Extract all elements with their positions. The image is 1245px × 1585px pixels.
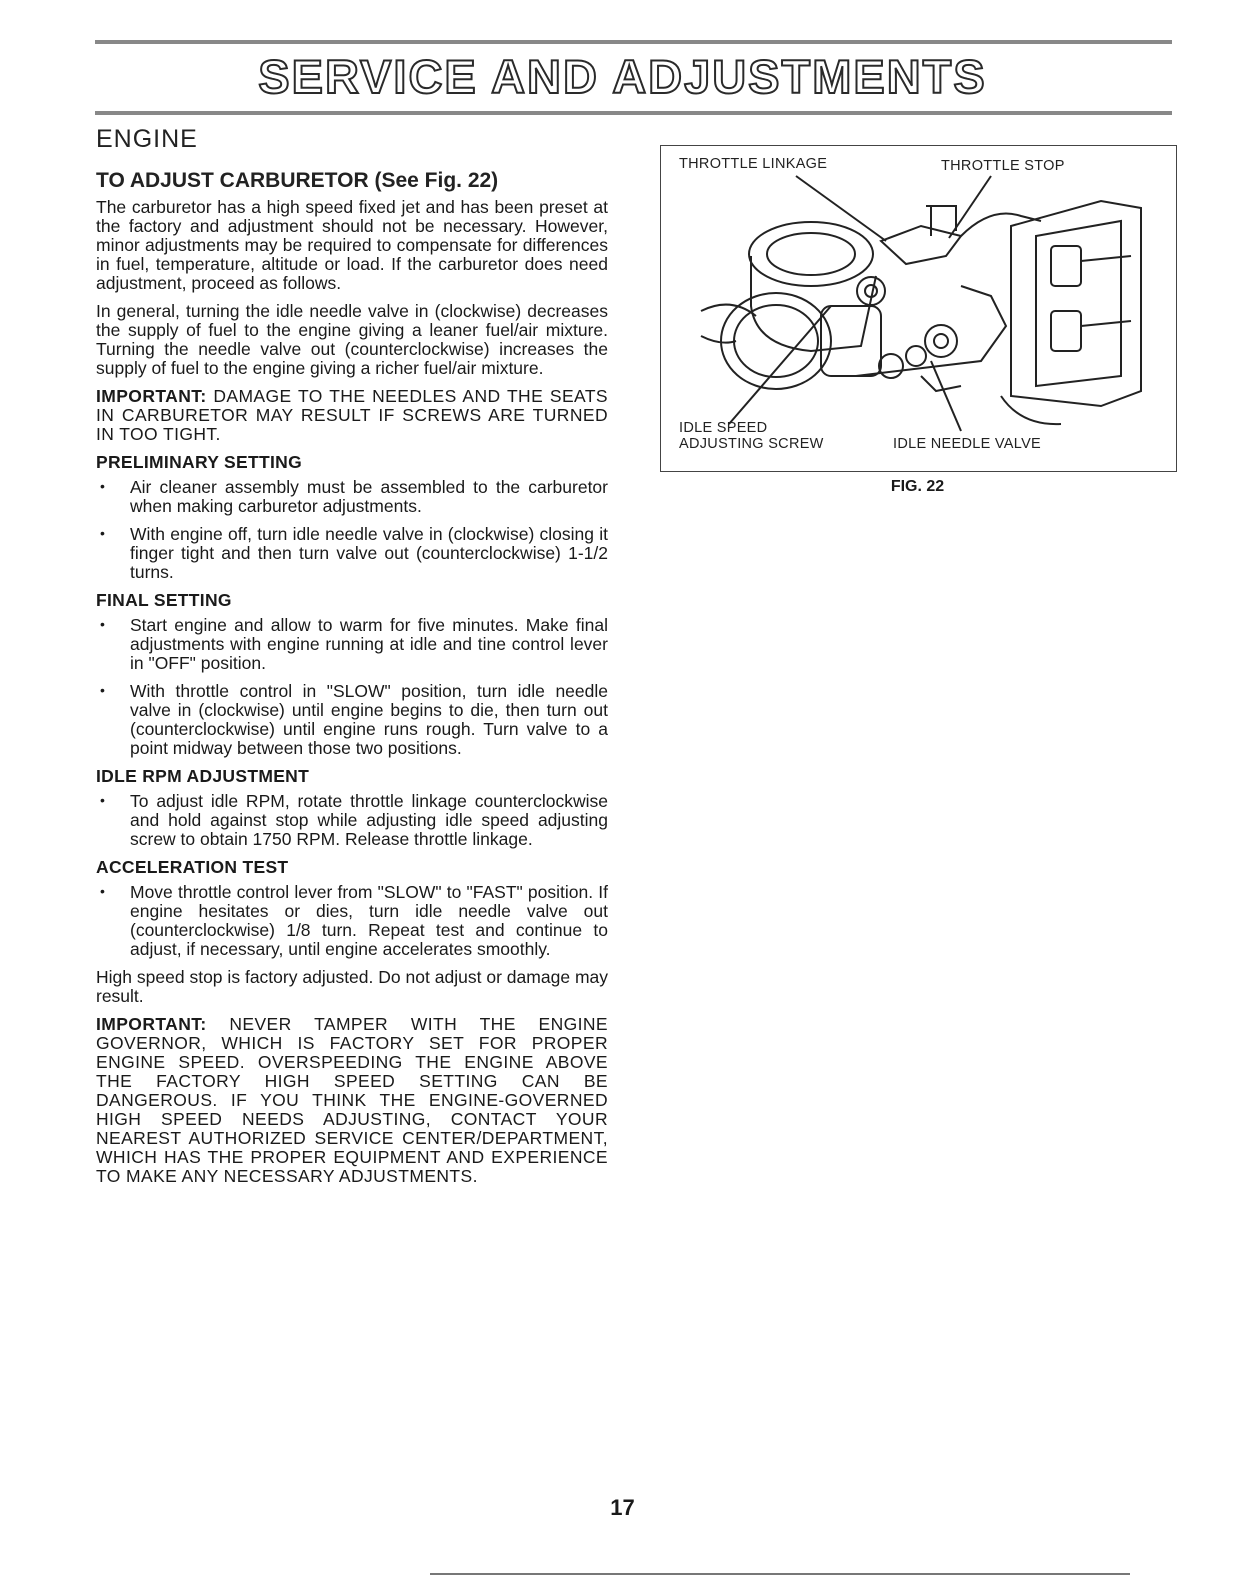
subsection-title: TO ADJUST CARBURETOR (See Fig. 22) xyxy=(96,169,499,192)
bullet-icon: • xyxy=(100,525,105,541)
final-setting-list xyxy=(96,616,608,758)
bottom-rule xyxy=(430,1573,1130,1575)
bullet-icon: • xyxy=(100,883,105,899)
important-notice-1 xyxy=(96,387,608,444)
figure-caption: FIG. 22 xyxy=(890,478,945,495)
idle-rpm-list xyxy=(96,792,608,849)
text-column xyxy=(96,125,609,1195)
carburetor-illustration xyxy=(661,146,1176,471)
acceleration-test-list xyxy=(96,883,608,959)
list-item: • To adjust idle RPM, rotate throttle linkage counterclockwise and hold against stop while adjusting idle speed adjusting screw to obtain 1750 RPM. Release throttle linkage. xyxy=(100,791,608,849)
idle-rpm-heading: IDLE RPM ADJUSTMENT xyxy=(96,766,310,786)
intro-paragraph: The carburetor has a high speed fixed jet and has been preset at the factory and adjustment should not be necessary. However, minor adjustments may be required to compensate for differences in fuel, temperature, altitude or load. If the carburetor does need adjustment, proceed as follows. xyxy=(96,197,608,293)
list-item: • With engine off, turn idle needle valve in (clockwise) closing it finger tight and then turn valve out (counterclockwise) 1-1/2 turns. xyxy=(100,524,608,582)
label-throttle-stop: THROTTLE STOP xyxy=(941,158,1065,174)
pivot-shape xyxy=(925,325,957,357)
fitting-shape xyxy=(1051,311,1081,351)
bullet-icon: • xyxy=(100,792,105,808)
throttle-linkage-part xyxy=(881,226,961,264)
label-idle-speed: IDLE SPEED xyxy=(679,420,768,436)
top-rule xyxy=(95,40,1172,44)
leader-line xyxy=(931,361,961,431)
title-underline-rule xyxy=(95,111,1172,115)
list-item: • Start engine and allow to warm for five minutes. Make final adjustments with engine running at idle and tine control lever in "OFF" position. xyxy=(100,615,608,673)
list-item: • Move throttle control lever from "SLOW" to "FAST" position. If engine hesitates or dies, turn idle needle valve out (counterclockwise) 1/8 turn. Repeat test and continue to adjust, if necessary, until engine accelerates smoothly. xyxy=(100,882,608,959)
important-text: NEVER TAMPER WITH THE ENGINE GOVERNOR, WHICH IS FACTORY SET FOR PROPER ENGINE SPEED. OVERSPEEDING THE ENGINE ABOVE THE FACTORY HIGH SPEED SETTING CAN BE DANGEROUS. IF YOU THINK THE ENGINE-GOVERNED HIGH SPEED NEEDS ADJUSTING, CONTACT YOUR NEAREST AUTHORIZED SERVICE CENTER/DEPARTMENT, WHICH HAS THE PROPER EQUIPMENT AND EXPERIENCE TO MAKE ANY NECESSARY ADJUSTMENTS. xyxy=(96,1014,609,1186)
acceleration-test-heading: ACCELERATION TEST xyxy=(96,857,289,877)
important-text: DAMAGE TO THE NEEDLES AND THE SEATS IN CARBURETOR MAY RESULT IF SCREWS ARE TURNED IN TOO TIGHT. xyxy=(96,386,608,444)
fitting-shape xyxy=(1051,246,1081,286)
air-horn-inner xyxy=(767,233,855,275)
label-throttle-linkage: THROTTLE LINKAGE xyxy=(679,156,828,172)
important-notice-2 xyxy=(96,1015,608,1186)
bullet-icon: • xyxy=(100,478,105,494)
section-title: ENGINE xyxy=(96,125,198,153)
bullet-icon: • xyxy=(100,616,105,632)
high-speed-paragraph: High speed stop is factory adjusted. Do not adjust or damage may result. xyxy=(96,967,608,1006)
general-paragraph: In general, turning the idle needle valve in (clockwise) decreases the supply of fuel to the engine giving a leaner fuel/air mixture. Turning the needle valve out (counterclockwise) increases the supply of fuel to the engine giving a richer fuel/air mixture. xyxy=(96,301,608,378)
final-setting-heading: FINAL SETTING xyxy=(96,590,232,610)
carburetor-body xyxy=(751,256,876,351)
important-label: IMPORTANT: xyxy=(96,386,207,406)
important-label: IMPORTANT: xyxy=(96,1014,207,1034)
preliminary-setting-heading: PRELIMINARY SETTING xyxy=(96,452,302,472)
figure-22-box xyxy=(660,145,1177,472)
bullet-icon: • xyxy=(100,682,105,698)
label-idle-needle-valve: IDLE NEEDLE VALVE xyxy=(893,436,1042,452)
leader-line xyxy=(796,176,886,241)
list-item: • With throttle control in "SLOW" position, turn idle needle valve in (clockwise) until engine begins to die, then turn out (counterclockwise) until engine runs rough. Turn valve to a point midway between those two positions. xyxy=(100,681,608,758)
throttle-stop-part xyxy=(961,214,1041,237)
page-number: 17 xyxy=(610,1495,635,1520)
page-title: SERVICE AND ADJUSTMENTS xyxy=(258,50,987,103)
label-adjusting-screw: ADJUSTING SCREW xyxy=(679,436,824,452)
preliminary-setting-list xyxy=(96,478,608,582)
list-item: • Air cleaner assembly must be assembled to the carburetor when making carburetor adjustments. xyxy=(100,477,608,516)
